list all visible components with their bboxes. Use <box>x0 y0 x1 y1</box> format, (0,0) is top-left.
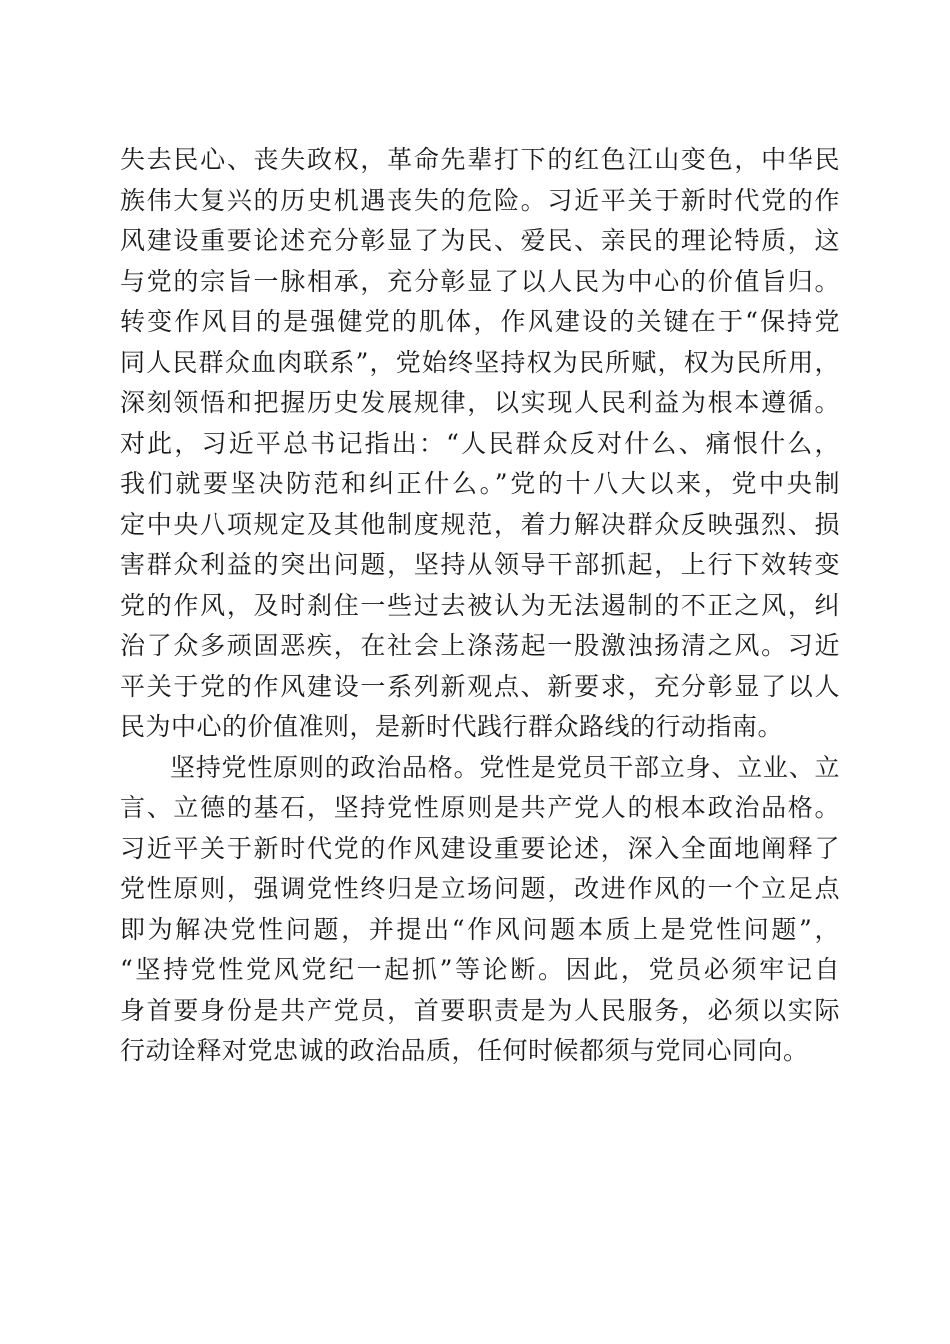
paragraph-2-line: 行动诠释对党忠诚的政治品质，任何时候都须与党同心同向。 <box>120 1036 809 1065</box>
paragraph-1-line: 风建设重要论述充分彰显了为民、爱民、亲民的理论特质，这 <box>120 226 840 255</box>
paragraph-1-line: 失去民心、丧失政权，革命先辈打下的红色江山变色，中华民 <box>120 145 840 174</box>
paragraph-2-line: 坚持党性原则的政治品格。党性是党员干部立身、立业、立 <box>170 752 840 782</box>
paragraph-1-line: 与党的宗旨一脉相承，充分彰显了以人民为中心的价值旨归。 <box>120 266 840 296</box>
paragraph-2-line: 身首要身份是共产党员，首要职责是为人民服务，必须以实际 <box>120 995 840 1025</box>
paragraph-1-line: 定中央八项规定及其他制度规范，着力解决群众反映强烈、损 <box>120 509 840 539</box>
paragraph-1-line: 我们就要坚决防范和纠正什么。”党的十八大以来，党中央制 <box>120 469 840 498</box>
paragraph-1-line: 平关于党的作风建设一系列新观点、新要求，充分彰显了以人 <box>120 671 840 701</box>
paragraph-2-line: 言、立德的基石，坚持党性原则是共产党人的根本政治品格。 <box>120 793 840 822</box>
paragraph-1-line: 民为中心的价值准则，是新时代践行群众路线的行动指南。 <box>120 712 784 741</box>
paragraph-1-line: 转变作风目的是强健党的肌体，作风建设的关键在于“保持党 <box>120 307 840 336</box>
paragraph-2-line: 党性原则，强调党性终归是立场问题，改进作风的一个立足点 <box>120 874 840 903</box>
paragraph-1-line: 党的作风，及时刹住一些过去被认为无法遏制的不正之风，纠 <box>120 590 840 620</box>
paragraph-1-line: 对此，习近平总书记指出：“人民群众反对什么、痛恨什么， <box>120 428 840 458</box>
paragraph-1-line: 治了众多顽固恶疾，在社会上涤荡起一股激浊扬清之风。习近 <box>120 631 840 660</box>
paragraph-2-line: “坚持党性党风党纪一起抓”等论断。因此，党员必须牢记自 <box>120 955 840 984</box>
paragraph-1-line: 同人民群众血肉联系”，党始终坚持权为民所赋，权为民所用， <box>120 347 840 377</box>
paragraph-1-line: 深刻领悟和把握历史发展规律，以实现人民利益为根本遵循。 <box>120 388 840 417</box>
paragraph-1-line: 族伟大复兴的历史机遇丧失的危险。习近平关于新时代党的作 <box>120 185 840 215</box>
paragraph-2-line: 习近平关于新时代党的作风建设重要论述，深入全面地阐释了 <box>120 833 840 863</box>
paragraph-1-line: 害群众利益的突出问题，坚持从领导干部抓起，上行下效转变 <box>120 550 840 579</box>
body-text <box>120 140 840 1072</box>
paragraph-2-line: 即为解决党性问题，并提出“作风问题本质上是党性问题”， <box>120 914 840 944</box>
